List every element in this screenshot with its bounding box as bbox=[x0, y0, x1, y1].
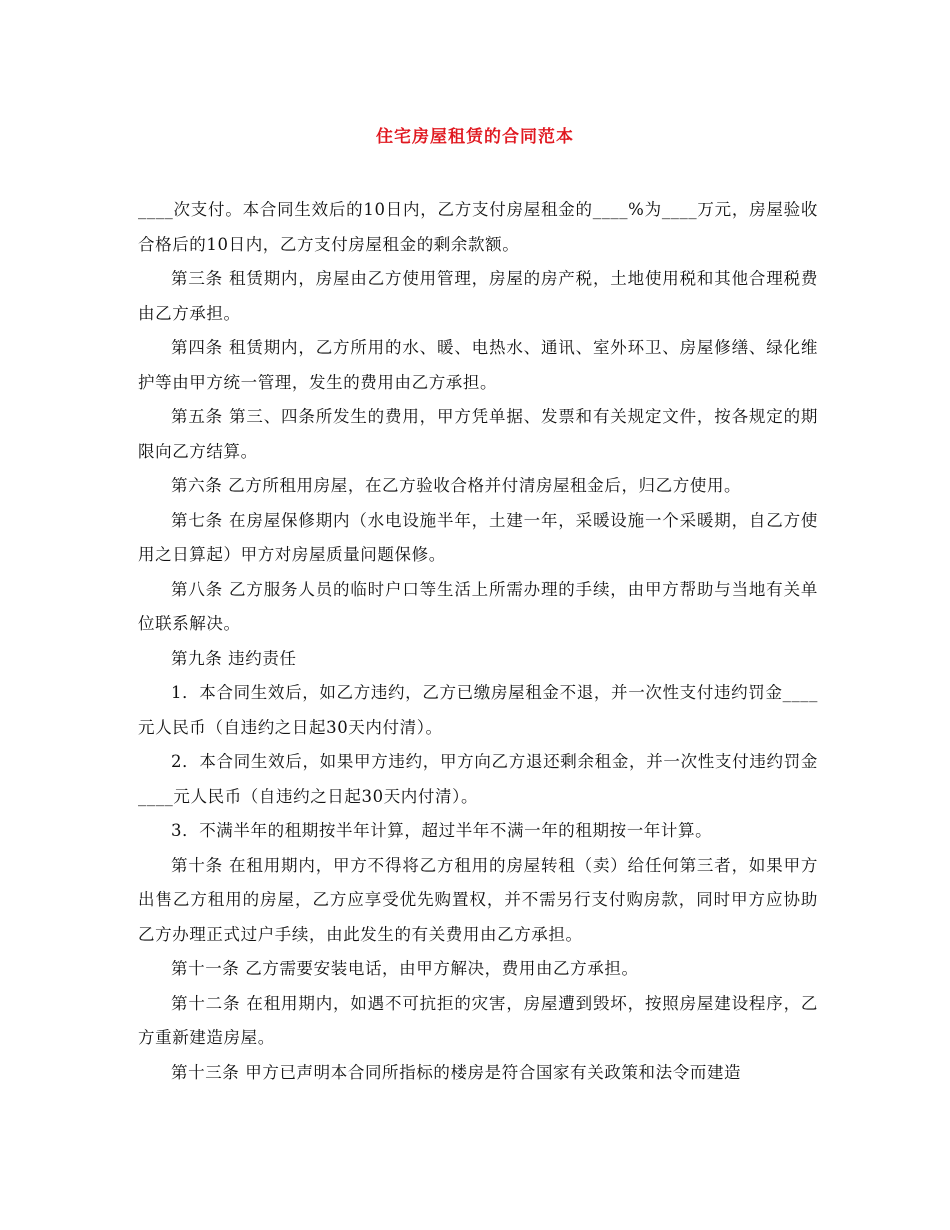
paragraph-article-12: 第十二条 在租用期内，如遇不可抗拒的灾害，房屋遭到毁坏，按照房屋建设程序，乙方重新建造房屋。 bbox=[138, 993, 818, 1047]
paragraph-payment-continuation: ____次支付。本合同生效后的10日内，乙方支付房屋租金的____%为____万元，房屋验收合格后的10日内，乙方支付房屋租金的剩余款额。 bbox=[138, 200, 818, 254]
document-title: 住宅房屋租赁的合同范本 bbox=[376, 127, 574, 147]
paragraph-article-13: 第十三条 甲方已声明本合同所指标的楼房是符合国家有关政策和法令而建造 bbox=[171, 1062, 742, 1082]
paragraph-article-5: 第五条 第三、四条所发生的费用，甲方凭单据、发票和有关规定文件，按各规定的期限向乙方结算。 bbox=[138, 407, 818, 461]
paragraph-article-11: 第十一条 乙方需要安装电话，由甲方解决，费用由乙方承担。 bbox=[171, 959, 639, 978]
paragraph-article-8: 第八条 乙方服务人员的临时户口等生活上所需办理的手续，由甲方帮助与当地有关单位联系解决。 bbox=[138, 579, 818, 633]
paragraph-article-10: 第十条 在租用期内，甲方不得将乙方租用的房屋转租（卖）给任何第三者，如果甲方出售乙方租用的房屋，乙方应享受优先购置权，并不需另行支付购房款，同时甲方应协助乙方办理正式过户手续，由此发生的有关费用由乙方承担。 bbox=[138, 855, 818, 944]
paragraph-article-9-item-1: 1．本合同生效后，如乙方违约，乙方已缴房屋租金不退，并一次性支付违约罚金____元人民币（自违约之日起30天内付清）。 bbox=[138, 683, 818, 737]
paragraph-article-6: 第六条 乙方所租用房屋，在乙方验收合格并付清房屋租金后，归乙方使用。 bbox=[171, 476, 742, 495]
paragraph-article-4: 第四条 租赁期内，乙方所用的水、暖、电热水、通讯、室外环卫、房屋修缮、绿化维护等由甲方统一管理，发生的费用由乙方承担。 bbox=[138, 338, 818, 392]
paragraph-article-9-item-3: 3．不满半年的租期按半年计算，超过半年不满一年的租期按一年计算。 bbox=[171, 821, 713, 840]
paragraph-article-9-heading: 第九条 违约责任 bbox=[171, 648, 297, 668]
paragraph-article-7: 第七条 在房屋保修期内（水电设施半年，土建一年，采暖设施一个采暖期，自乙方使用之日算起）甲方对房屋质量问题保修。 bbox=[138, 510, 818, 564]
paragraph-article-3: 第三条 租赁期内，房屋由乙方使用管理，房屋的房产税，土地使用税和其他合理税费由乙方承担。 bbox=[138, 269, 818, 323]
contract-body bbox=[138, 193, 818, 1090]
paragraph-article-9-item-2: 2．本合同生效后，如果甲方违约，甲方向乙方退还剩余租金，并一次性支付违约罚金____元人民币（自违约之日起30天内付清）。 bbox=[138, 752, 818, 806]
